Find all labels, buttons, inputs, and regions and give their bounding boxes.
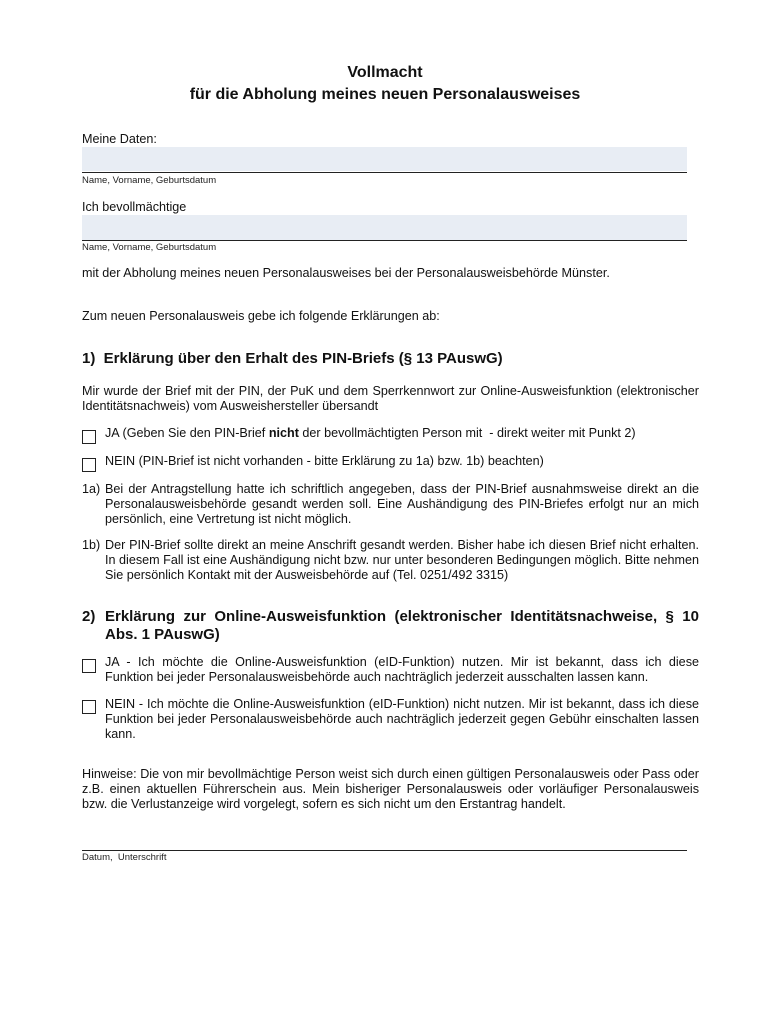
pin-brief-ja-text-bold: nicht xyxy=(268,426,299,440)
pin-brief-ja-text-pre: JA (Geben Sie den PIN-Brief xyxy=(105,426,269,440)
signature-field[interactable] xyxy=(82,833,687,849)
signature-caption: Datum, Unterschrift xyxy=(82,852,167,863)
eid-nein-label: NEIN - Ich möchte die Online-Ausweisfunktion (eID-Funktion) nicht nutzen. Mir ist bekannt, dass ich diese Funktion bei jeder Personalausweisbehörde auch nachträglich jederzeit gegen Gebühr einschalten lassen kann. xyxy=(105,697,699,741)
pin-brief-ja-checkbox[interactable] xyxy=(82,430,96,444)
signature-line xyxy=(82,850,687,851)
bevollmaechtige-underline xyxy=(82,240,687,241)
bevollmaechtige-field[interactable] xyxy=(82,215,687,240)
item-1a-label: 1a) xyxy=(82,482,101,496)
pin-brief-nein-label: NEIN (PIN-Brief ist nicht vorhanden - bitte Erklärung zu 1a) bzw. 1b) beachten) xyxy=(105,454,544,468)
erklaerungen-intro: Zum neuen Personalausweis gebe ich folgende Erklärungen ab: xyxy=(82,309,440,323)
bevollmaechtige-label: Ich bevollmächtige xyxy=(82,200,187,214)
item-1b-text: Der PIN-Brief sollte direkt an meine Anschrift gesandt werden. Bisher habe ich diesen Brief nicht erhalten. In diesem Fall ist eine Aushändigung nicht bzw. nur unter besonderen Bedingungen möglich. Bitte nehmen Sie persönlich Kontakt mit der Ausweisbehörde auf (Tel. 0251/492 3315) xyxy=(105,538,699,582)
pin-brief-ja-text-post: der bevollmächtigten Person mit - direkt weiter mit Punkt 2) xyxy=(298,426,636,440)
meine-daten-field[interactable] xyxy=(82,147,687,171)
item-1a-text: Bei der Antragstellung hatte ich schriftlich angegeben, dass der PIN-Brief ausnahmsweise direkt an die Personalausweisbehörde gesandt werden soll. Eine Aushändigung des PIN-Briefes erfolgt nur an mich persönlich, eine Vertretung ist nicht möglich. xyxy=(105,482,699,526)
section1-text: Mir wurde der Brief mit der PIN, der PuK und dem Sperrkennwort zur Online-Ausweisfunktion (elektronischer Identitätsnachweis) vom Ausweishersteller übersandt xyxy=(82,384,699,413)
bevollmaechtige-value xyxy=(82,215,687,223)
document-title-line2: für die Abholung meines neuen Personalausweises xyxy=(189,86,581,103)
bevollmaechtige-caption: Name, Vorname, Geburtsdatum xyxy=(82,242,217,253)
section1-heading: 1) Erklärung über den Erhalt des PIN-Briefs (§ 13 PAuswG) xyxy=(82,350,503,367)
hinweis-text: Hinweise: Die von mir bevollmächtige Person weist sich durch einen gültigen Personalausweis oder Pass oder z.B. einen aktuellen Führerschein aus. Mein bisheriger Personalausweis oder vorläufiger Personalausweis bzw. die Verlustanzeige wird vorgelegt, sofern es sich nicht um den Erstantrag handelt. xyxy=(82,767,699,811)
eid-nein-checkbox[interactable] xyxy=(82,700,96,714)
section2-heading-number: 2) xyxy=(82,608,96,625)
meine-daten-caption: Name, Vorname, Geburtsdatum xyxy=(82,175,217,186)
meine-daten-label: Meine Daten: xyxy=(82,132,157,146)
pin-brief-nein-checkbox[interactable] xyxy=(82,458,96,472)
meine-daten-value xyxy=(82,147,687,155)
pin-brief-ja-label xyxy=(105,426,636,441)
item-1b-label: 1b) xyxy=(82,538,101,552)
eid-ja-label: JA - Ich möchte die Online-Ausweisfunktion (eID-Funktion) nutzen. Mir ist bekannt, dass ich diese Funktion bei jeder Personalausweisbehörde auch nachträglich jederzeit ausschalten lassen kann. xyxy=(105,655,699,684)
section2-heading: Erklärung zur Online-Ausweisfunktion (elektronischer Identitätsnachweise, § 10 Abs. 1 PAuswG) xyxy=(105,608,699,643)
eid-ja-checkbox[interactable] xyxy=(82,659,96,673)
intro-sentence: mit der Abholung meines neuen Personalausweises bei der Personalausweisbehörde Münster. xyxy=(82,266,610,280)
meine-daten-underline xyxy=(82,172,687,173)
document-title-line1: Vollmacht xyxy=(347,64,423,81)
